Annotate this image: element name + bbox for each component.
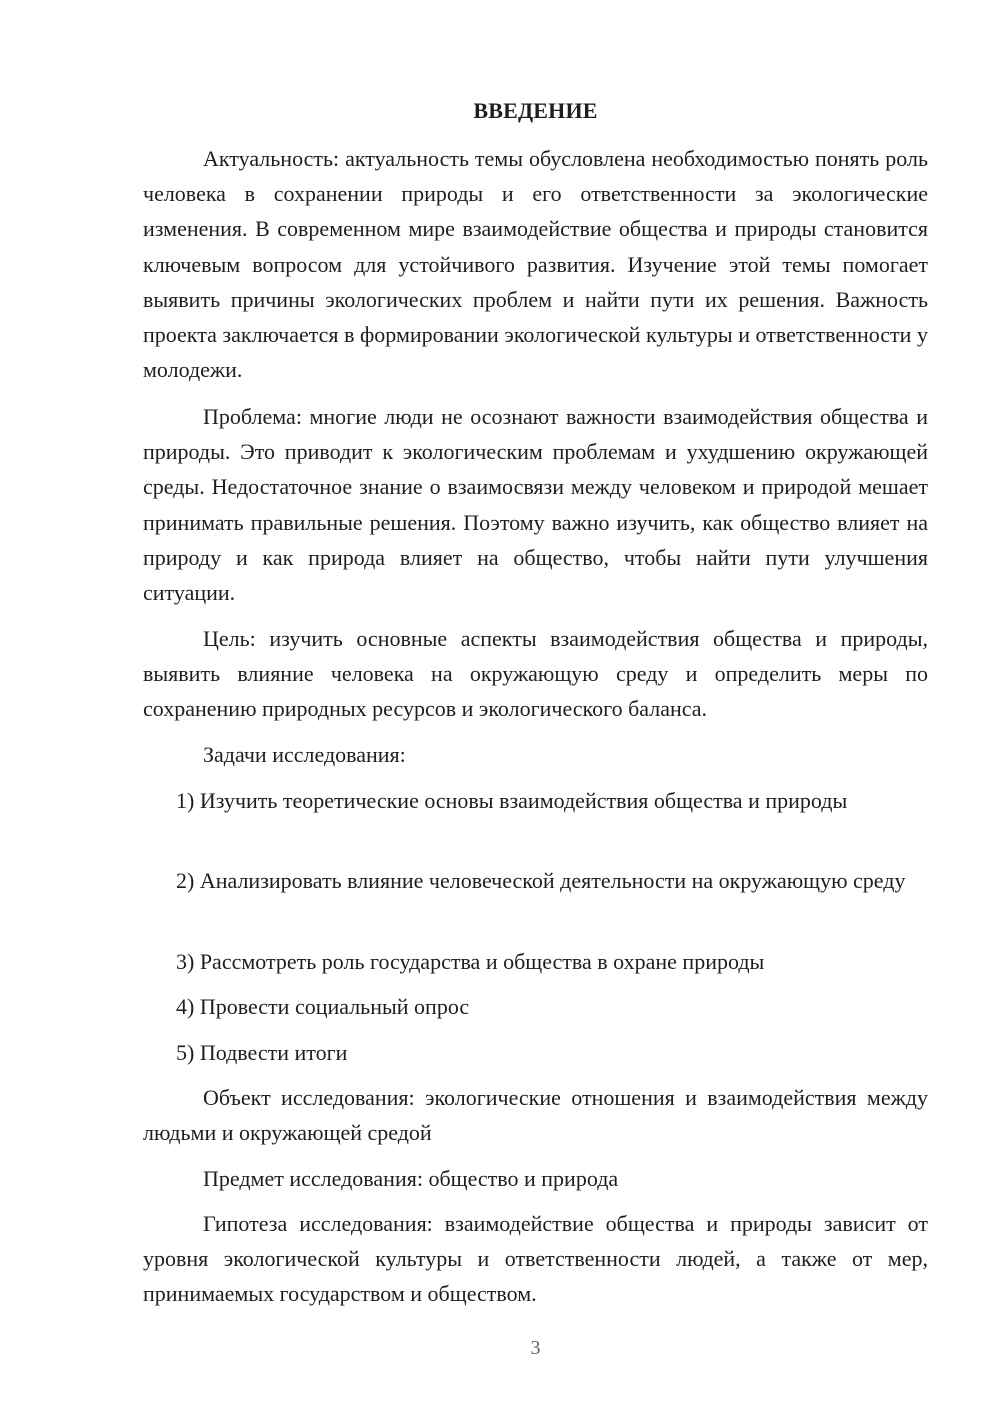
tasks-heading: Задачи исследования:: [203, 742, 406, 767]
object-paragraph: Объект исследования: экологические отношения и взаимодействия между людьми и окружающей средой: [143, 1085, 928, 1146]
page-number: 3: [530, 1337, 541, 1359]
hypothesis-paragraph: Гипотеза исследования: взаимодействие общества и природы зависит от уровня экологической культуры и ответственности людей, а также от мер, принимаемых государством и обществом.: [143, 1211, 928, 1307]
task-item-1: 1) Изучить теоретические основы взаимодействия общества и природы: [176, 788, 848, 813]
problem-paragraph: Проблема: многие люди не осознают важности взаимодействия общества и природы. Это приводит к экологическим проблемам и ухудшению окружающей среды. Недостаточное знание о взаимосвязи между человеком и природой мешает принимать правильные решения. Поэтому важно изучить, как общество влияет на природу и как природа влияет на общество, чтобы найти пути улучшения ситуации.: [143, 404, 928, 606]
relevance-paragraph: Актуальность: актуальность темы обусловлена необходимостью понять роль человека в сохранении природы и его ответственности за экологические изменения. В современном мире взаимодействие общества и природы становится ключевым вопросом для устойчивого развития. Изучение этой темы помогает выявить причины экологических проблем и найти пути их решения. Важность проекта заключается в формировании экологической культуры и ответственности у молодежи.: [143, 146, 928, 383]
section-title: ВВЕДЕНИЕ: [473, 98, 598, 123]
task-item-4: 4) Провести социальный опрос: [176, 994, 470, 1019]
task-item-2: 2) Анализировать влияние человеческой деятельности на окружающую среду: [176, 868, 906, 893]
task-item-3: 3) Рассмотреть роль государства и общества в охране природы: [176, 949, 765, 974]
task-item-5: 5) Подвести итоги: [176, 1040, 348, 1065]
subject-paragraph: Предмет исследования: общество и природа: [203, 1166, 619, 1191]
goal-paragraph: Цель: изучить основные аспекты взаимодействия общества и природы, выявить влияние человека на окружающую среду и определить меры по сохранению природных ресурсов и экологического баланса.: [143, 626, 928, 722]
